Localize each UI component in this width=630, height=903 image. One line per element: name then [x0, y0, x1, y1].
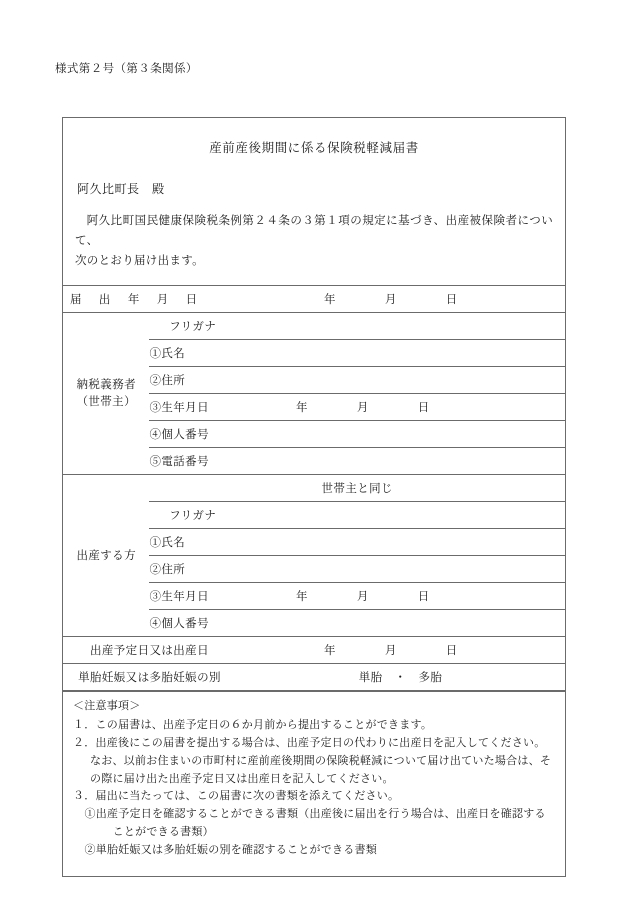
- table-row-submission-date: [63, 286, 565, 313]
- taxpayer-mynumber-label: ④個人番号: [149, 421, 235, 448]
- pregnancy-type-label: 単胎妊娠又は多胎妊娠の別: [63, 664, 236, 691]
- year-marker: 年: [295, 591, 308, 604]
- note-item-1: １．この届書は、出産予定日の６か月前から提出することができます。: [73, 719, 433, 732]
- month-marker: 月: [384, 645, 397, 658]
- note-item-3: ３．届出に当たっては、この届書に次の書類を添えてください。: [73, 790, 400, 803]
- option-separator: ・: [394, 672, 407, 685]
- year-marker: 年: [323, 645, 336, 658]
- taxpayer-label-main: 納税義務者: [76, 379, 136, 392]
- taxpayer-furigana-label: フリガナ: [149, 313, 235, 340]
- table-row-birthgiver-same-as-head: [63, 475, 565, 502]
- taxpayer-name-label: ①氏名: [149, 340, 235, 367]
- taxpayer-birthdate-label: ③生年月日: [149, 394, 235, 421]
- note-item-3-sub-1-continuation: ことができる書類）: [112, 826, 214, 839]
- month-marker: 月: [356, 591, 369, 604]
- taxpayer-name-input[interactable]: [236, 340, 565, 367]
- month-marker: 月: [384, 294, 397, 307]
- taxpayer-section-label: [63, 313, 149, 475]
- due-date-placeholder: [236, 642, 458, 658]
- pregnancy-type-choices: [359, 672, 443, 684]
- due-date-label: 出産予定日又は出産日: [63, 637, 236, 664]
- year-marker: 年: [323, 294, 336, 307]
- note-item-3-sub-1: ①出産予定日を確認することができる書類（出産後に届出を行う場合は、出産日を確認する: [84, 808, 546, 821]
- taxpayer-phone-input[interactable]: [236, 448, 565, 475]
- table-row-pregnancy-type: [63, 664, 565, 691]
- form-fields-table: [63, 285, 565, 691]
- submission-label-part-5: 日: [185, 294, 198, 307]
- submission-label-part-1: 届: [70, 294, 82, 307]
- birthgiver-same-as-head-option[interactable]: 世帯主と同じ: [149, 475, 565, 502]
- birthgiver-furigana-label: フリガナ: [149, 502, 235, 529]
- month-marker: 月: [356, 402, 369, 415]
- taxpayer-phone-label: ⑤電話番号: [149, 448, 235, 475]
- birthgiver-mynumber-input[interactable]: [236, 610, 565, 637]
- taxpayer-label-sub: （世帯主）: [76, 395, 136, 408]
- document-title: 産前産後期間に係る保険税軽減届書: [209, 141, 419, 155]
- declaration-statement: [63, 197, 565, 285]
- taxpayer-birthdate-input[interactable]: [236, 394, 565, 421]
- notes-title: ＜注意事項＞: [73, 700, 141, 713]
- submission-label-part-2: 出: [98, 294, 111, 307]
- day-marker: 日: [445, 645, 458, 658]
- birthgiver-birthdate-label: ③生年月日: [149, 583, 235, 610]
- form-intro-section: [63, 118, 565, 285]
- taxpayer-furigana-input[interactable]: [236, 313, 565, 340]
- birthgiver-address-input[interactable]: [236, 556, 565, 583]
- birthgiver-birthdate-input[interactable]: [236, 583, 565, 610]
- day-marker: 日: [445, 294, 458, 307]
- note-item-2-continuation-1: なお、以前お住まいの市町村に産前産後期間の保険税軽減について届け出ていた場合は、そ: [90, 754, 552, 767]
- addressee-line: 阿久比町長 殿: [77, 182, 165, 196]
- submission-date-label: [63, 291, 198, 307]
- form-container: [62, 117, 566, 877]
- table-row-due-date: [63, 637, 565, 664]
- option-singleton[interactable]: 単胎: [358, 672, 383, 685]
- birthgiver-address-label: ②住所: [149, 556, 235, 583]
- taxpayer-birthdate-placeholder: [236, 399, 430, 415]
- submission-label-part-3: 年: [127, 294, 140, 307]
- taxpayer-address-label: ②住所: [149, 367, 235, 394]
- birthgiver-birthdate-placeholder: [236, 588, 430, 604]
- table-row-taxpayer-furigana: [63, 313, 565, 340]
- birthgiver-name-input[interactable]: [236, 529, 565, 556]
- submission-date-input-cell[interactable]: [236, 286, 565, 313]
- day-marker: 日: [417, 402, 430, 415]
- submission-date-placeholder: [236, 291, 458, 307]
- pregnancy-type-options[interactable]: [236, 664, 565, 691]
- notes-section: [63, 691, 565, 875]
- birthgiver-label-main: 出産する方: [76, 549, 136, 562]
- note-item-3-sub-2: ②単胎妊娠又は多胎妊娠の別を確認することができる書類: [84, 843, 378, 856]
- year-marker: 年: [295, 402, 308, 415]
- submission-date-label-cell: [63, 286, 236, 313]
- taxpayer-address-input[interactable]: [236, 367, 565, 394]
- note-item-2: ２．出産後にこの届書を提出する場合は、出産予定日の代わりに出産日を記入してください。: [73, 737, 546, 749]
- birthgiver-name-label: ①氏名: [149, 529, 235, 556]
- birthgiver-mynumber-label: ④個人番号: [149, 610, 235, 637]
- note-item-2-continuation-2: の際に届け出た出産予定日又は出産日を記入してください。: [90, 772, 394, 785]
- submission-label-part-4: 月: [156, 294, 169, 307]
- birthgiver-furigana-input[interactable]: [236, 502, 565, 529]
- option-multiple[interactable]: 多胎: [418, 672, 443, 685]
- taxpayer-mynumber-input[interactable]: [236, 421, 565, 448]
- birthgiver-section-label: [63, 475, 149, 637]
- statement-line-2: 次のとおり届け出ます。: [75, 255, 204, 268]
- form-number-label: 様式第２号（第３条関係）: [55, 63, 198, 75]
- due-date-input[interactable]: [236, 637, 565, 664]
- statement-line-1: 阿久比町国民健康保険税条例第２４条の３第１項の規定に基づき、出産被保険者について、: [75, 215, 553, 248]
- day-marker: 日: [417, 591, 430, 604]
